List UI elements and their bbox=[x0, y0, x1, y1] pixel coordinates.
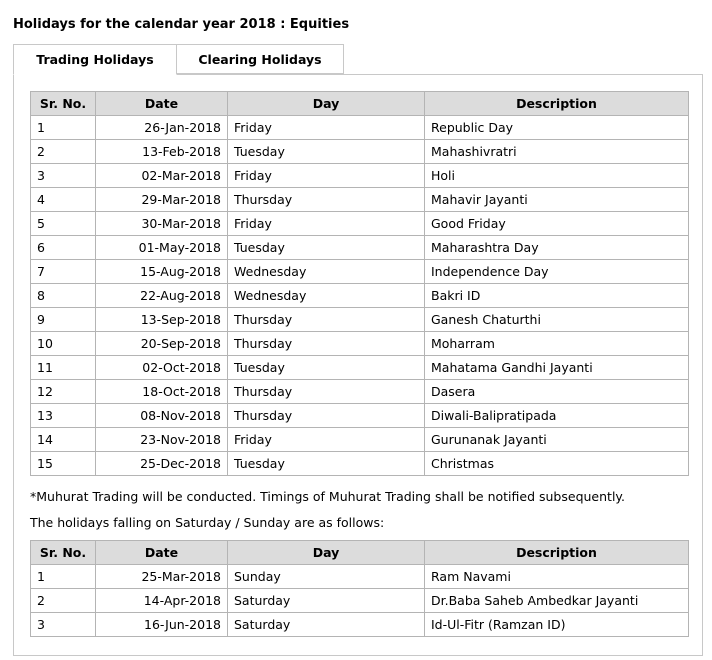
cell-date: 08-Nov-2018 bbox=[96, 404, 228, 428]
table-row bbox=[31, 260, 689, 284]
muhurat-note: *Muhurat Trading will be conducted. Timings of Muhurat Trading shall be notified subsequently. bbox=[30, 489, 626, 504]
cell-date: 26-Jan-2018 bbox=[96, 116, 228, 140]
table-row bbox=[31, 565, 689, 589]
cell-date: 13-Sep-2018 bbox=[96, 308, 228, 332]
cell-date: 16-Jun-2018 bbox=[96, 613, 228, 637]
col-header-sr-no: Sr. No. bbox=[31, 541, 96, 565]
cell-day: Tuesday bbox=[228, 452, 425, 476]
cell-day: Friday bbox=[228, 428, 425, 452]
table-row bbox=[31, 116, 689, 140]
table-row bbox=[31, 212, 689, 236]
cell-day: Friday bbox=[228, 116, 425, 140]
cell-date: 22-Aug-2018 bbox=[96, 284, 228, 308]
cell-description: Moharram bbox=[425, 332, 689, 356]
col-header-description: Description bbox=[425, 92, 689, 116]
cell-description: Mahavir Jayanti bbox=[425, 188, 689, 212]
tab-trading-holidays[interactable]: Trading Holidays bbox=[13, 44, 177, 75]
cell-day: Tuesday bbox=[228, 236, 425, 260]
cell-description: Bakri ID bbox=[425, 284, 689, 308]
cell-description: Maharashtra Day bbox=[425, 236, 689, 260]
cell-sr-no: 2 bbox=[31, 589, 96, 613]
cell-day: Sunday bbox=[228, 565, 425, 589]
cell-date: 15-Aug-2018 bbox=[96, 260, 228, 284]
cell-description: Dasera bbox=[425, 380, 689, 404]
cell-sr-no: 5 bbox=[31, 212, 96, 236]
cell-sr-no: 3 bbox=[31, 164, 96, 188]
cell-sr-no: 14 bbox=[31, 428, 96, 452]
cell-sr-no: 3 bbox=[31, 613, 96, 637]
cell-description: Ganesh Chaturthi bbox=[425, 308, 689, 332]
table-row bbox=[31, 380, 689, 404]
cell-date: 02-Oct-2018 bbox=[96, 356, 228, 380]
table-row bbox=[31, 164, 689, 188]
cell-description: Good Friday bbox=[425, 212, 689, 236]
cell-description: Independence Day bbox=[425, 260, 689, 284]
weekend-note: The holidays falling on Saturday / Sunday are as follows: bbox=[30, 515, 385, 530]
cell-description: Republic Day bbox=[425, 116, 689, 140]
cell-day: Thursday bbox=[228, 188, 425, 212]
cell-date: 02-Mar-2018 bbox=[96, 164, 228, 188]
cell-date: 14-Apr-2018 bbox=[96, 589, 228, 613]
cell-date: 25-Dec-2018 bbox=[96, 452, 228, 476]
trading-holidays-table bbox=[30, 91, 689, 476]
cell-sr-no: 10 bbox=[31, 332, 96, 356]
cell-day: Saturday bbox=[228, 589, 425, 613]
table-row bbox=[31, 428, 689, 452]
col-header-date: Date bbox=[96, 541, 228, 565]
cell-day: Thursday bbox=[228, 404, 425, 428]
table-header-row bbox=[31, 92, 689, 116]
cell-date: 30-Mar-2018 bbox=[96, 212, 228, 236]
table-row bbox=[31, 188, 689, 212]
weekend-holidays-table bbox=[30, 540, 689, 637]
cell-day: Tuesday bbox=[228, 140, 425, 164]
cell-date: 01-May-2018 bbox=[96, 236, 228, 260]
cell-description: Mahashivratri bbox=[425, 140, 689, 164]
page-title: Holidays for the calendar year 2018 : Equities bbox=[13, 17, 350, 32]
cell-date: 23-Nov-2018 bbox=[96, 428, 228, 452]
tab-bar bbox=[13, 44, 703, 75]
table-row bbox=[31, 284, 689, 308]
cell-date: 20-Sep-2018 bbox=[96, 332, 228, 356]
cell-description: Dr.Baba Saheb Ambedkar Jayanti bbox=[425, 589, 689, 613]
cell-sr-no: 4 bbox=[31, 188, 96, 212]
cell-description: Holi bbox=[425, 164, 689, 188]
cell-date: 18-Oct-2018 bbox=[96, 380, 228, 404]
table-row bbox=[31, 236, 689, 260]
cell-description: Id-Ul-Fitr (Ramzan ID) bbox=[425, 613, 689, 637]
cell-day: Thursday bbox=[228, 332, 425, 356]
cell-date: 29-Mar-2018 bbox=[96, 188, 228, 212]
cell-description: Diwali-Balipratipada bbox=[425, 404, 689, 428]
cell-sr-no: 13 bbox=[31, 404, 96, 428]
cell-date: 25-Mar-2018 bbox=[96, 565, 228, 589]
table-row bbox=[31, 308, 689, 332]
cell-sr-no: 9 bbox=[31, 308, 96, 332]
table-row bbox=[31, 356, 689, 380]
cell-description: Gurunanak Jayanti bbox=[425, 428, 689, 452]
cell-day: Thursday bbox=[228, 308, 425, 332]
cell-sr-no: 1 bbox=[31, 565, 96, 589]
col-header-description: Description bbox=[425, 541, 689, 565]
col-header-sr-no: Sr. No. bbox=[31, 92, 96, 116]
table-row bbox=[31, 613, 689, 637]
table-row bbox=[31, 332, 689, 356]
tab-clearing-holidays[interactable]: Clearing Holidays bbox=[176, 44, 344, 74]
table-row bbox=[31, 452, 689, 476]
cell-day: Thursday bbox=[228, 380, 425, 404]
cell-day: Saturday bbox=[228, 613, 425, 637]
cell-sr-no: 15 bbox=[31, 452, 96, 476]
cell-sr-no: 12 bbox=[31, 380, 96, 404]
cell-day: Wednesday bbox=[228, 284, 425, 308]
cell-day: Friday bbox=[228, 212, 425, 236]
table-row bbox=[31, 404, 689, 428]
cell-sr-no: 1 bbox=[31, 116, 96, 140]
cell-sr-no: 7 bbox=[31, 260, 96, 284]
col-header-day: Day bbox=[228, 541, 425, 565]
col-header-date: Date bbox=[96, 92, 228, 116]
table-row bbox=[31, 589, 689, 613]
cell-day: Wednesday bbox=[228, 260, 425, 284]
table-row bbox=[31, 140, 689, 164]
cell-date: 13-Feb-2018 bbox=[96, 140, 228, 164]
cell-sr-no: 8 bbox=[31, 284, 96, 308]
cell-sr-no: 11 bbox=[31, 356, 96, 380]
tab-panel bbox=[13, 74, 703, 656]
cell-sr-no: 6 bbox=[31, 236, 96, 260]
cell-description: Mahatama Gandhi Jayanti bbox=[425, 356, 689, 380]
cell-description: Christmas bbox=[425, 452, 689, 476]
col-header-day: Day bbox=[228, 92, 425, 116]
cell-day: Tuesday bbox=[228, 356, 425, 380]
cell-day: Friday bbox=[228, 164, 425, 188]
cell-description: Ram Navami bbox=[425, 565, 689, 589]
cell-sr-no: 2 bbox=[31, 140, 96, 164]
table-header-row bbox=[31, 541, 689, 565]
